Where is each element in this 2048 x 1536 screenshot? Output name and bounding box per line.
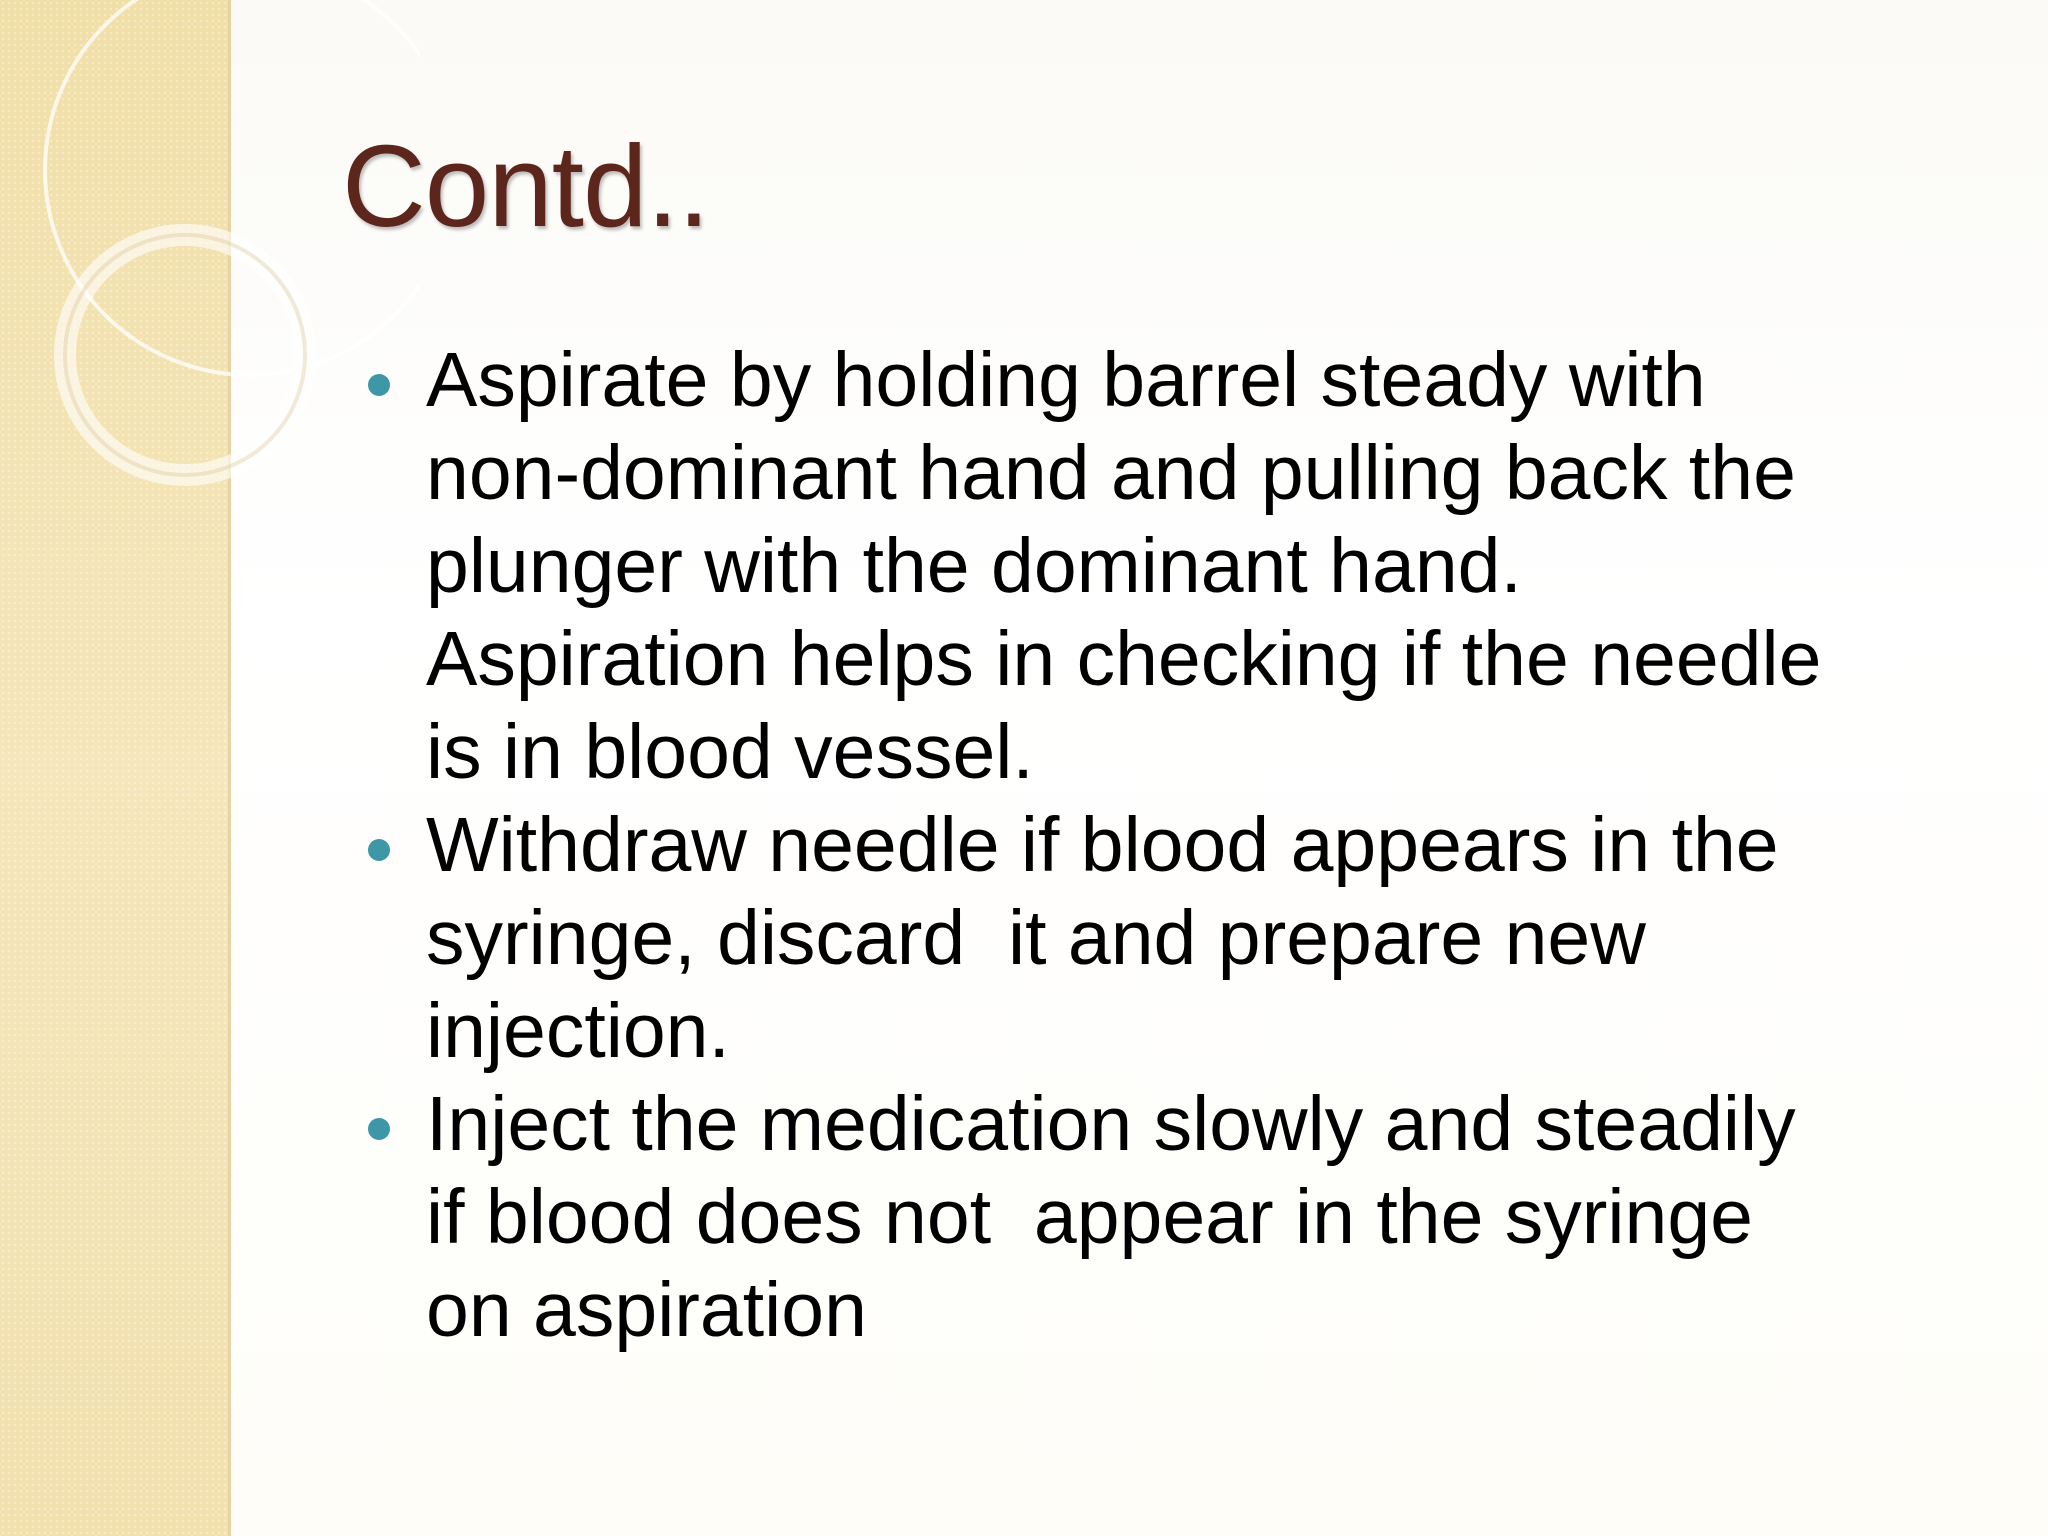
bullet-marker-icon xyxy=(368,374,390,396)
bullet-list xyxy=(360,334,2000,1357)
bullet-line: Aspiration helps in checking if the needle xyxy=(426,616,1822,702)
bullet-line: Inject the medication slowly and steadily xyxy=(426,1081,1796,1167)
bullet-line: on aspiration xyxy=(426,1267,867,1353)
bullet-item xyxy=(360,799,2000,1078)
slide-title: Contd.. xyxy=(342,121,709,251)
bullet-marker-icon xyxy=(368,1118,390,1140)
bullet-line: if blood does not appear in the syringe xyxy=(426,1174,1754,1260)
bullet-item xyxy=(360,1078,2000,1357)
bullet-item xyxy=(360,334,2000,799)
bullet-line: syringe, discard it and prepare new xyxy=(426,895,1646,981)
decorative-side-band xyxy=(0,0,231,1536)
bullet-line: Aspirate by holding barrel steady with xyxy=(426,337,1706,423)
bullet-marker-icon xyxy=(368,839,390,861)
bullet-line: plunger with the dominant hand. xyxy=(426,523,1522,609)
bullet-line: injection. xyxy=(426,988,730,1074)
bullet-line: Withdraw needle if blood appears in the xyxy=(426,802,1779,888)
bullet-line: is in blood vessel. xyxy=(426,709,1034,795)
bullet-line: non-dominant hand and pulling back the xyxy=(426,430,1796,516)
